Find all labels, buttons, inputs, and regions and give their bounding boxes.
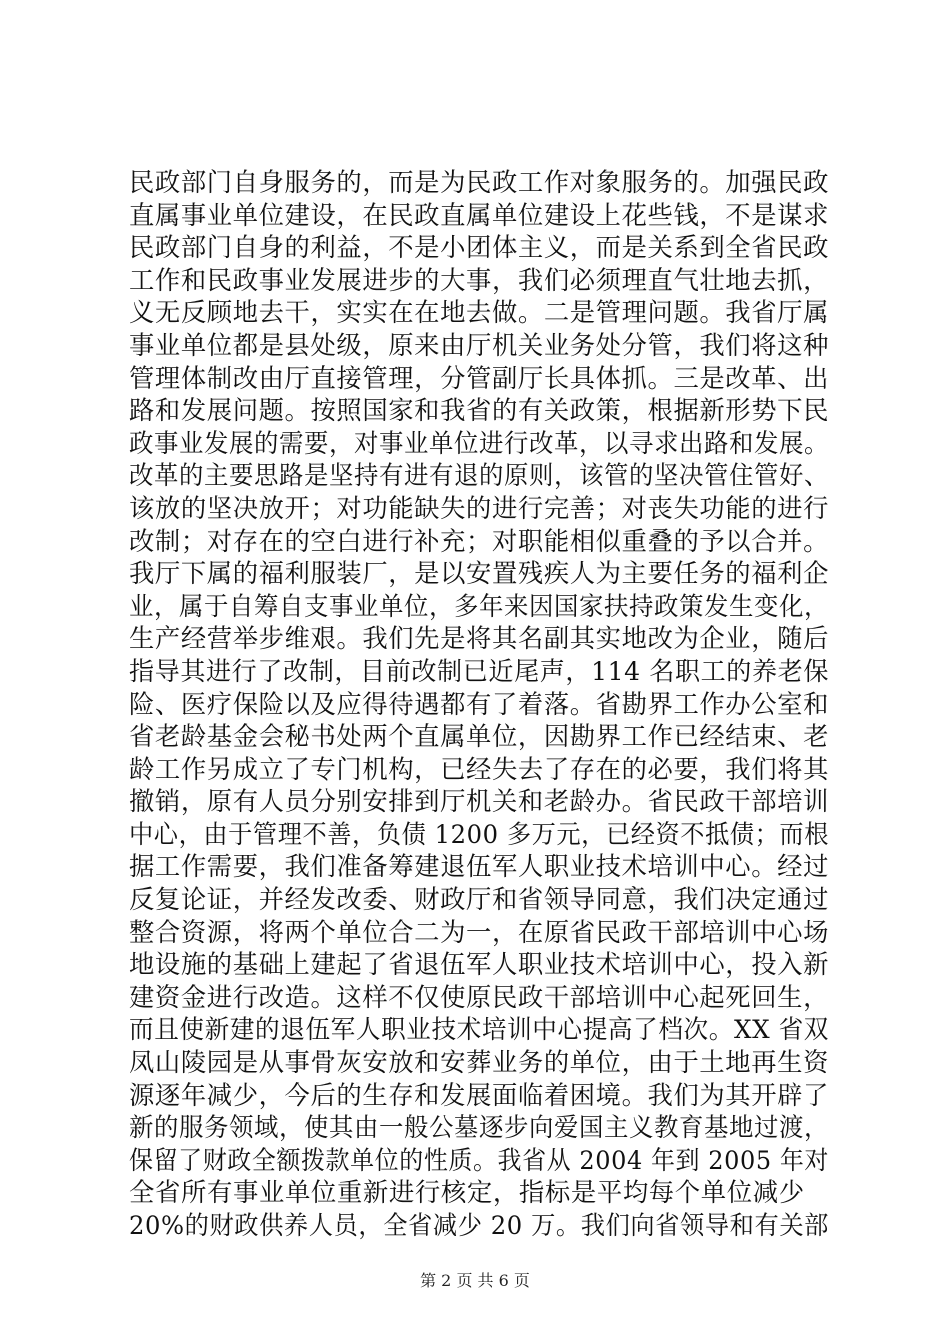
text-line: 中心，由于管理不善，负债 1200 多万元，已经资不抵债；而根 [129, 818, 829, 849]
text-line: 事业单位都是县处级，原来由厅机关业务处分管，我们将这种 [129, 329, 829, 360]
text-line: 地设施的基础上建起了省退伍军人职业技术培训中心，投入新 [129, 949, 829, 980]
text-line: 管理体制改由厅直接管理，分管副厅长具体抓。三是改革、出 [129, 362, 829, 393]
text-line: 该放的坚决放开；对功能缺失的进行完善；对丧失功能的进行 [129, 492, 829, 523]
text-line: 龄工作另成立了专门机构，已经失去了存在的必要，我们将其 [129, 753, 829, 784]
text-line: 生产经营举步维艰。我们先是将其名副其实地改为企业，随后 [129, 623, 829, 654]
text-line: 保留了财政全额拨款单位的性质。我省从 2004 年到 2005 年对 [129, 1144, 829, 1175]
text-line: 省老龄基金会秘书处两个直属单位，因勘界工作已经结束、老 [129, 721, 829, 752]
text-line: 撤销，原有人员分别安排到厅机关和老龄办。省民政干部培训 [129, 786, 829, 817]
page-footer: 第 2 页 共 6 页 [420, 1271, 530, 1290]
text-line: 反复论证，并经发改委、财政厅和省领导同意，我们决定通过 [129, 884, 829, 915]
text-line: 全省所有事业单位重新进行核定，指标是平均每个单位减少 [129, 1177, 805, 1208]
body-text [129, 166, 829, 1242]
text-line: 而且使新建的退伍军人职业技术培训中心提高了档次。XX 省双 [129, 1014, 829, 1045]
text-line: 整合资源，将两个单位合二为一，在原省民政干部培训中心场 [129, 916, 829, 947]
text-line: 指导其进行了改制，目前改制已近尾声，114 名职工的养老保 [129, 655, 829, 686]
text-line: 民政部门自身的利益，不是小团体主义，而是关系到全省民政 [129, 232, 829, 263]
text-line: 义无反顾地去干，实实在在地去做。二是管理问题。我省厅属 [129, 297, 829, 328]
text-line: 源逐年减少，今后的生存和发展面临着困境。我们为其开辟了 [129, 1079, 829, 1110]
text-line: 工作和民政事业发展进步的大事，我们必须理直气壮地去抓， [129, 264, 829, 295]
text-line: 凤山陵园是从事骨灰安放和安葬业务的单位，由于土地再生资 [129, 1047, 829, 1078]
text-line: 建资金进行改造。这样不仅使原民政干部培训中心起死回生， [129, 981, 829, 1012]
text-line: 民政部门自身服务的，而是为民政工作对象服务的。加强民政 [129, 167, 829, 197]
text-line: 20%的财政供养人员，全省减少 20 万。我们向省领导和有关部 [129, 1210, 829, 1240]
text-line: 险、医疗保险以及应得待遇都有了着落。省勘界工作办公室和 [129, 688, 829, 719]
text-line: 路和发展问题。按照国家和我省的有关政策，根据新形势下民 [129, 395, 829, 426]
text-line: 据工作需要，我们准备筹建退伍军人职业技术培训中心。经过 [129, 851, 829, 882]
text-line: 直属事业单位建设，在民政直属单位建设上花些钱，不是谋求 [129, 199, 829, 230]
text-line: 业，属于自筹自支事业单位，多年来因国家扶持政策发生变化， [129, 590, 829, 621]
text-line: 改制；对存在的空白进行补充；对职能相似重叠的予以合并。 [129, 525, 829, 556]
text-line: 我厅下属的福利服装厂，是以安置残疾人为主要任务的福利企 [129, 558, 829, 589]
text-line: 改革的主要思路是坚持有进有退的原则，该管的坚决管住管好、 [129, 460, 829, 491]
text-line: 新的服务领域，使其由一般公墓逐步向爱国主义教育基地过渡， [129, 1112, 829, 1143]
text-line: 政事业发展的需要，对事业单位进行改革，以寻求出路和发展。 [129, 427, 829, 458]
